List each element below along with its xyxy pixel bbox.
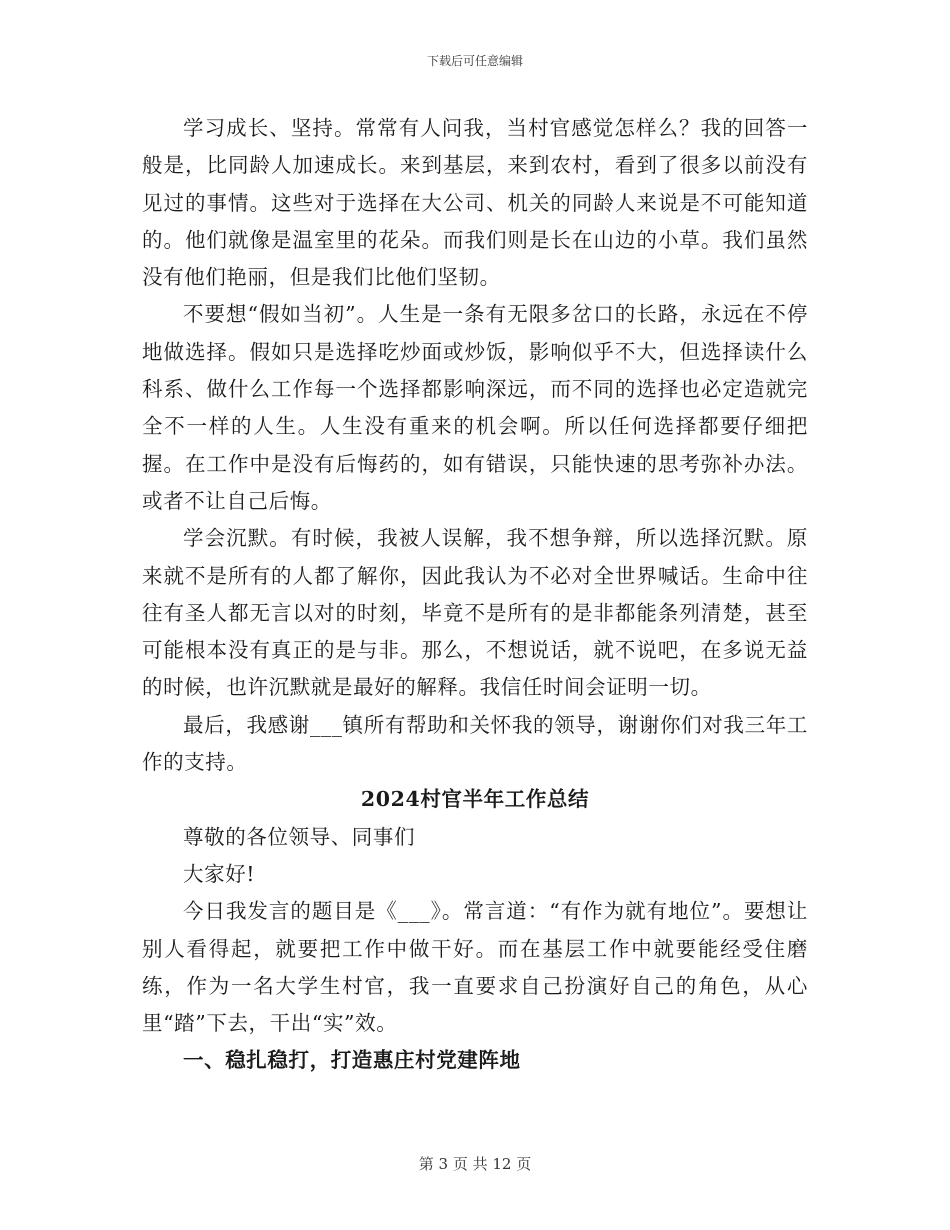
document-body <box>142 110 808 1080</box>
paragraph-intro: 今日我发言的题目是《___》。常言道：“有作为就有地位”。要想让别人看得起，就要把工作中做干好。而在基层工作中就要能经受住磨练，作为一名大学生村官，我一直要求自己扮演好自己的角色，从心里“踏”下去，干出“实”效。 <box>142 899 808 1036</box>
document-title: 2024村官半年工作总结 <box>360 787 590 812</box>
paragraph-choices: 不要想“假如当初”。人生是一条有无限多岔口的长路，永远在不停地做选择。假如只是选择吃炒面或炒饭，影响似乎不大，但选择读什么科系、做什么工作每一个选择都影响深远，而不同的选择也必定造就完全不一样的人生。人生没有重来的机会啊。所以任何选择都要仔细把握。在工作中是没有后悔药的，如有错误，只能快速的思考弥补办法。或者不让自己后悔。 <box>142 302 808 513</box>
page-footer: 第 3 页 共 12 页 <box>418 1155 532 1173</box>
greeting: 大家好! <box>183 861 256 886</box>
section-heading: 一、稳扎稳打，打造惠庄村党建阵地 <box>183 1048 521 1073</box>
page-header: 下载后可任意编辑 <box>426 54 523 68</box>
paragraph-growth: 学习成长、坚持。常常有人问我，当村官感觉怎样么？我的回答一般是，比同龄人加速成长。来到基层，来到农村，看到了很多以前没有见过的事情。这些对于选择在大公司、机关的同龄人来说是不可能知道的。他们就像是温室里的花朵。而我们则是长在山边的小草。我们虽然没有他们艳丽，但是我们比他们坚韧。 <box>142 116 808 290</box>
paragraph-silence: 学会沉默。有时候，我被人误解，我不想争辩，所以选择沉默。原来就不是所有的人都了解你，因此我认为不必对全世界喊话。生命中往往有圣人都无言以对的时刻，毕竟不是所有的是非都能条列清楚，甚至可能根本没有真正的是与非。那么，不想说话，就不说吧，在多说无益的时候，也许沉默就是最好的解释。我信任时间会证明一切。 <box>142 526 808 700</box>
paragraph-thanks: 最后，我感谢___镇所有帮助和关怀我的领导，谢谢你们对我三年工作的支持。 <box>142 712 808 775</box>
salutation: 尊敬的各位领导、同事们 <box>183 824 416 849</box>
